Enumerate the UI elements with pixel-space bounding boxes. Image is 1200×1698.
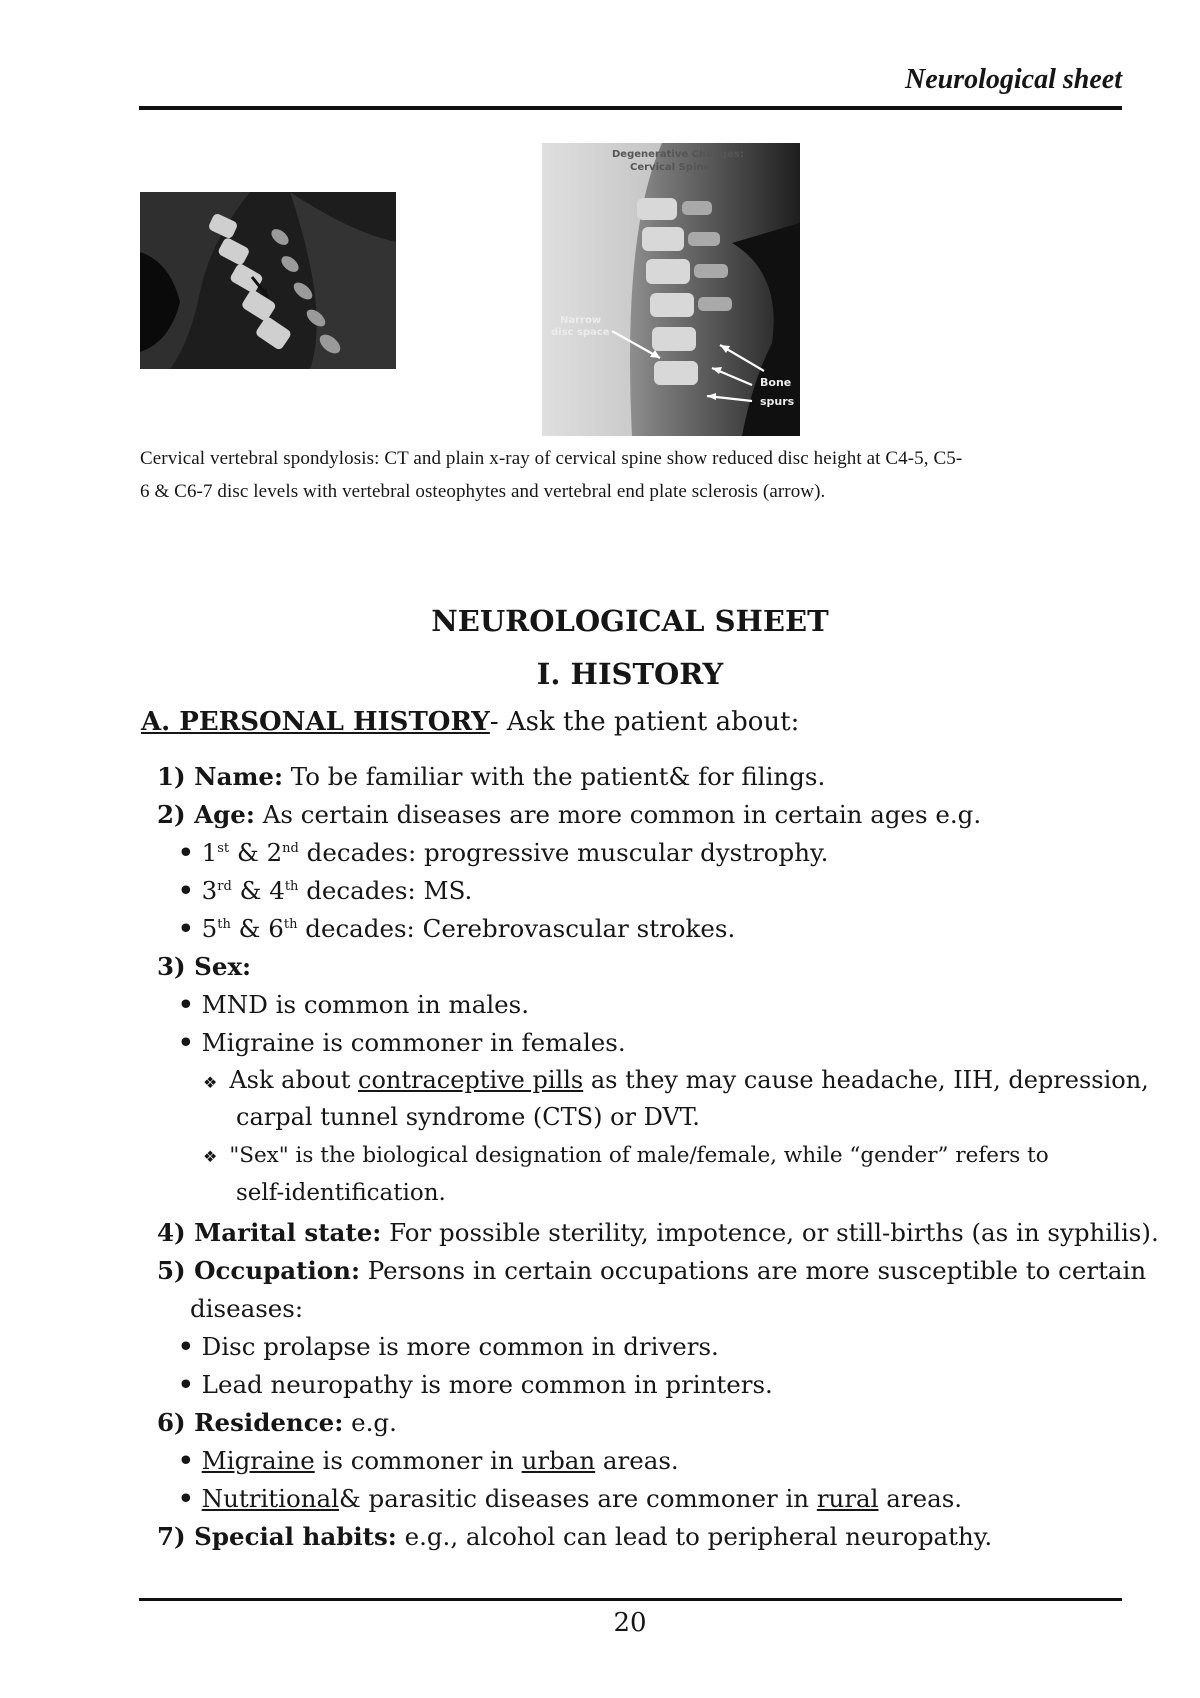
bullet-text: Migraine is commoner in females. <box>201 1028 626 1057</box>
bullet-text: decades: progressive muscular dystrophy. <box>306 838 829 867</box>
item-age <box>157 800 981 829</box>
bullet-text-underlined: urban <box>521 1446 596 1475</box>
item-occupation <box>157 1256 1146 1285</box>
section-title: A. PERSONAL HISTORY <box>141 707 490 737</box>
xray-label-bone-2: spurs <box>760 395 795 408</box>
xray-title-line2: Cervical Spine <box>630 162 711 173</box>
bullet-text: Lead neuropathy is more common in printers. <box>201 1370 773 1399</box>
bullet-text: decades: Cerebrovascular strokes. <box>305 914 736 943</box>
section-suffix: - Ask the patient about: <box>489 707 800 737</box>
bullet-item <box>178 1446 679 1475</box>
xray-label-narrow-2: disc space <box>551 327 610 338</box>
item-text: To be familiar with the patient& for filings. <box>283 762 826 791</box>
item-text: e.g. <box>343 1408 397 1437</box>
bullet-item <box>178 1028 626 1057</box>
caption-line-2: 6 & C6-7 disc levels with vertebral osteophytes and vertebral end plate sclerosis (arrow). <box>140 481 826 502</box>
ordinal-number: 3 <box>201 876 218 905</box>
xray-image <box>542 143 800 436</box>
item-residence <box>157 1408 397 1437</box>
ordinal-suffix: th <box>284 878 299 894</box>
sub-heading: I. HISTORY <box>536 657 724 691</box>
item-label: 7) Special habits: <box>157 1522 397 1551</box>
bullet-icon: • <box>178 1028 194 1057</box>
item-label: 1) Name: <box>157 762 283 791</box>
item-label: 6) Residence: <box>157 1408 344 1437</box>
ordinal-suffix: st <box>217 840 230 856</box>
bullet-text: areas. <box>595 1446 679 1475</box>
bullet-text: & parasitic diseases are commoner in <box>338 1484 817 1513</box>
bullet-icon: • <box>178 1484 194 1513</box>
bullet-text: decades: MS. <box>306 876 473 905</box>
caption-line-1: Cervical vertebral spondylosis: CT and plain x-ray of cervical spine show reduced disc height at C4-5, C5- <box>140 448 963 469</box>
item-text: e.g., alcohol can lead to peripheral neuropathy. <box>396 1522 993 1551</box>
section-heading <box>141 707 799 737</box>
footer-rule <box>139 1598 1122 1601</box>
sub-text-underlined: contraceptive pills <box>358 1066 584 1094</box>
bullet-text: MND is common in males. <box>201 990 530 1019</box>
page-number: 20 <box>613 1608 647 1638</box>
xray-label-narrow-1: Narrow <box>560 315 602 326</box>
bullet-text: areas. <box>878 1484 963 1513</box>
figure-caption <box>140 442 1120 508</box>
ordinal-number: 1 <box>201 838 218 867</box>
sub-text: Ask about <box>229 1066 359 1094</box>
sub-text: as they may cause headache, IIH, depression, <box>583 1066 1149 1094</box>
bullet-icon: • <box>178 990 194 1019</box>
bullet-icon: • <box>178 1446 194 1475</box>
sub-text: "Sex" is the biological designation of male/female, while “gender” refers to <box>229 1143 1049 1168</box>
ordinal-suffix: th <box>283 916 298 932</box>
diamond-item <box>203 1066 1149 1094</box>
item-label: 5) Occupation: <box>157 1256 360 1285</box>
ordinal-suffix: rd <box>217 878 232 894</box>
ordinal-number: 5 <box>201 914 218 943</box>
main-heading: NEUROLOGICAL SHEET <box>431 604 829 638</box>
header-rule <box>139 106 1122 110</box>
bullet-icon: • <box>178 876 194 905</box>
item-text: For possible sterility, impotence, or still-births (as in syphilis). <box>381 1218 1159 1247</box>
bullet-icon: • <box>178 1370 194 1399</box>
bullet-item <box>178 876 472 905</box>
item-text: Persons in certain occupations are more susceptible to certain <box>360 1256 1147 1285</box>
bullet-text-underlined: Nutritional <box>201 1484 339 1513</box>
ct-scan-image <box>140 192 396 369</box>
ordinal-number: 6 <box>268 914 284 943</box>
bullet-text: is commoner in <box>314 1446 522 1475</box>
item-text: As certain diseases are more common in certain ages e.g. <box>254 800 982 829</box>
ordinal-suffix: th <box>217 916 231 932</box>
diamond-item-continuation: carpal tunnel syndrome (CTS) or DVT. <box>236 1103 700 1131</box>
bullet-item <box>178 1332 719 1361</box>
running-header: Neurological sheet <box>905 64 1122 95</box>
bullet-text-underlined: Migraine <box>201 1446 315 1475</box>
item-label: 4) Marital state: <box>157 1218 382 1247</box>
bullet-icon: • <box>178 914 194 943</box>
item-sex <box>157 952 251 981</box>
diamond-item <box>203 1143 1049 1168</box>
bullet-icon: • <box>178 1332 194 1361</box>
bullet-text: Disc prolapse is more common in drivers. <box>201 1332 719 1361</box>
ampersand: & <box>236 838 259 867</box>
item-habits <box>157 1522 992 1551</box>
diamond-bullet-icon: ❖ <box>203 1073 218 1092</box>
bullet-item <box>178 838 828 867</box>
item-occupation-continuation: diseases: <box>190 1294 304 1323</box>
ampersand: & <box>239 876 262 905</box>
xray-label-bone-1: Bone <box>760 376 792 389</box>
xray-title-line1: Degenerative Changes: <box>612 149 744 160</box>
diamond-bullet-icon: ❖ <box>203 1147 218 1166</box>
ordinal-suffix: nd <box>282 840 299 856</box>
bullet-item <box>178 1484 962 1513</box>
item-name <box>157 762 825 791</box>
ordinal-number: 2 <box>266 838 283 867</box>
item-label: 3) Sex: <box>157 952 252 981</box>
item-label: 2) Age: <box>157 800 255 829</box>
bullet-text-underlined: rural <box>816 1484 879 1513</box>
item-marital <box>157 1218 1159 1247</box>
bullet-item <box>178 1370 773 1399</box>
bullet-item <box>178 990 529 1019</box>
bullet-icon: • <box>178 838 194 867</box>
diamond-item-continuation: self-identification. <box>236 1180 446 1206</box>
ordinal-number: 4 <box>269 876 285 905</box>
ampersand: & <box>238 914 261 943</box>
bullet-item <box>178 914 735 943</box>
